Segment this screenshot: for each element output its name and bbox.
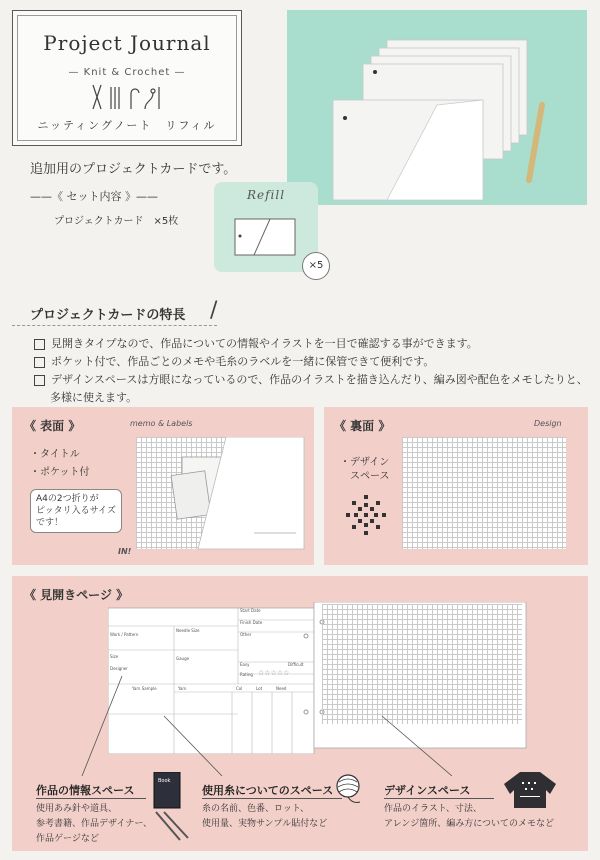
features-heading: プロジェクトカードの特長 (30, 308, 186, 323)
form-label-work: Work / Pattern (110, 632, 139, 637)
product-photo (287, 10, 587, 205)
front-item-title: ・タイトル (30, 449, 80, 460)
back-side-panel (324, 407, 588, 565)
front-pocket-illustration (136, 437, 306, 551)
form-label-yarn-sample: Yarn Sample (132, 686, 157, 691)
set-contents-heading: ——《 セット内容 》—— (30, 190, 158, 203)
refill-cards-photo-illustration (287, 10, 587, 205)
in-note: IN! (118, 547, 132, 556)
form-label-other: Other (240, 632, 252, 637)
knitting-tools-icon (87, 83, 167, 111)
design-note: Design (534, 419, 562, 428)
back-item-line1: ・デザイン (340, 457, 390, 468)
front-side-panel (12, 407, 314, 565)
feature-item: ポケット付で、作品ごとのメモや毛糸のラベルを一緒に保管できて便利です。 (34, 353, 588, 371)
size-callout: A4の2つ折りが ピッタリ入るサイズ です！ (30, 489, 122, 533)
yarn-ball-icon (334, 772, 362, 806)
checkbox-icon (34, 375, 45, 386)
section-info-underline (36, 798, 146, 799)
spread-heading: 《 見開きページ 》 (24, 588, 129, 602)
front-heading: 《 表面 》 (24, 419, 81, 433)
rating-stars: ☆☆☆☆☆ (258, 669, 290, 677)
section-info-title: 作品の情報スペース (36, 784, 135, 797)
quantity-badge: ×5 (302, 252, 330, 280)
refill-badge (214, 182, 324, 272)
back-heading: 《 裏面 》 (334, 419, 391, 433)
form-label-yarn: Yarn (178, 686, 187, 691)
form-label-finish: Finish Date (240, 620, 263, 625)
back-item-line2: スペース (340, 471, 390, 482)
form-label-designer: Designer (110, 666, 128, 671)
form-label-col: Col (236, 686, 243, 691)
features-slash-mark: / (210, 298, 218, 323)
section-design-title: デザインスペース (384, 784, 471, 797)
section-design-text: 作品のイラスト、寸法、 アレンジ箇所、編み方についてのメモなど (384, 804, 555, 829)
memo-labels-note: memo & Labels (130, 419, 193, 428)
section-yarn-text: 糸の名前、色番、ロット、 使用量、実物サンプル貼付など (202, 804, 328, 829)
section-yarn-title: 使用糸についてのスペース (202, 784, 334, 797)
section-info-text: 使用あみ針や道具、 参考書籍、作品デザイナー、 作品ゲージなど (36, 804, 153, 844)
feature-item: デザインスペースは方眼になっているので、作品のイラストを描き込んだり、編み図や配色をメモしたりと、 (34, 371, 588, 389)
form-label-lot: Lot (256, 686, 263, 691)
form-label-needle: Needle Size (176, 628, 200, 633)
book-icon (150, 772, 190, 842)
features-list (34, 335, 588, 407)
set-contents-item: プロジェクトカード ×5枚 (54, 216, 179, 227)
section-yarn-underline (202, 798, 342, 799)
form-label-gauge: Gauge (176, 656, 190, 661)
sweater-icon (502, 770, 558, 810)
form-label-need: Need (276, 686, 287, 691)
form-label-rating: Rating (240, 672, 253, 677)
checkbox-icon (34, 357, 45, 368)
product-name-jp: ニッティングノート リフィル (37, 119, 217, 132)
form-label-size: Size (110, 654, 119, 659)
snowflake-motif-icon (344, 493, 388, 537)
checkbox-icon (34, 339, 45, 350)
features-heading-underline (12, 325, 217, 326)
form-label-easy: Easy (240, 662, 250, 667)
refill-card-icon (234, 218, 296, 256)
title-card (12, 10, 242, 146)
form-label-difficult: Difficult (288, 662, 304, 667)
section-design-underline (384, 798, 494, 799)
front-item-pocket: ・ポケット付 (30, 467, 90, 478)
feature-item: 見開きタイプなので、作品についての情報やイラストを一目で確認する事ができます。 (34, 335, 588, 353)
refill-label: Refill (246, 188, 286, 202)
feature-item-continued: 多様に使えます。 (50, 391, 138, 404)
intro-text: 追加用のプロジェクトカードです。 (30, 162, 237, 177)
product-subtitle: — Knit & Crochet — (68, 67, 186, 78)
callout-lines (52, 666, 552, 776)
back-design-grid (402, 437, 566, 549)
spread-panel (12, 576, 588, 851)
svg-text:Book: Book (158, 778, 171, 784)
form-label-start: Start Date (240, 608, 261, 613)
product-title: Project Journal (43, 31, 211, 55)
